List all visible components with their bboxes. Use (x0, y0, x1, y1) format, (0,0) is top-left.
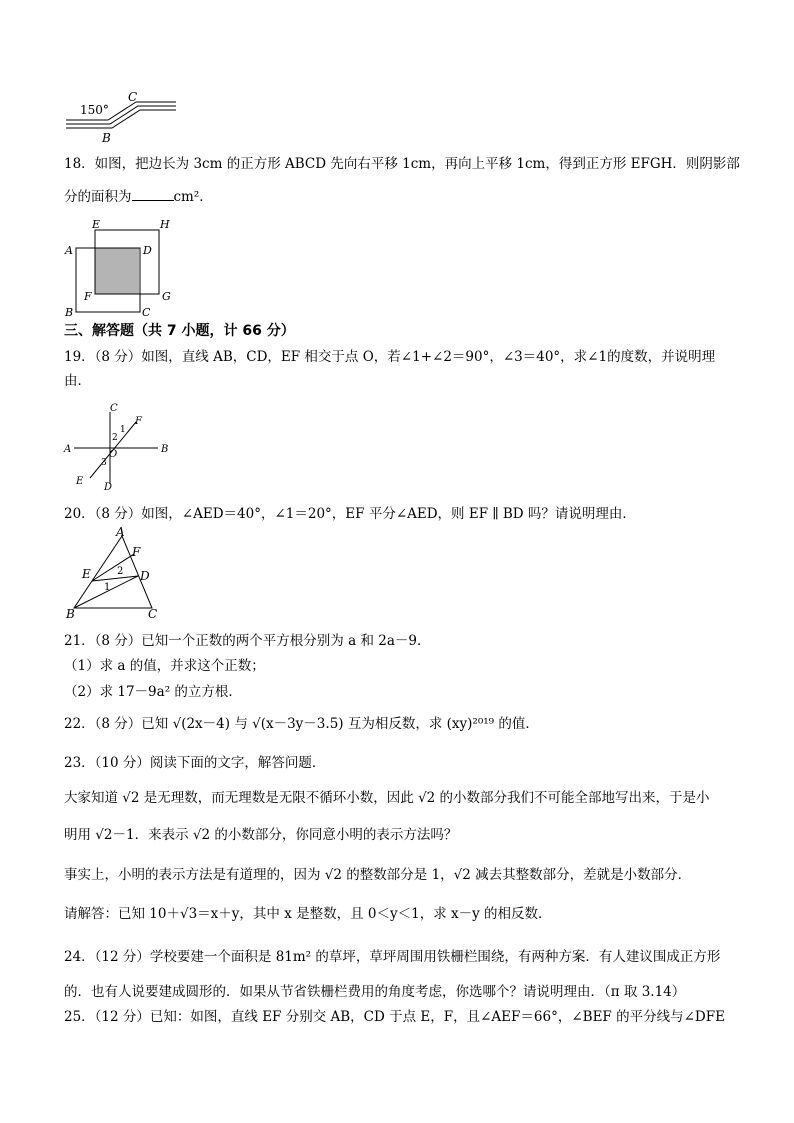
sq-label-d: D (143, 244, 152, 257)
l19-label-d: D (104, 482, 113, 492)
q18-answer-blank[interactable] (132, 188, 174, 201)
t20-label-e: E (82, 567, 91, 581)
l19-angle-3: 3 (101, 458, 107, 468)
t20-angle-2: 2 (117, 566, 124, 577)
sq-label-h: H (160, 218, 170, 231)
sq-label-f: F (84, 290, 92, 303)
q21-line3: （2）求 17－9a² 的立方根． (64, 684, 242, 700)
q18-line1: 18．如图，把边长为 3cm 的正方形 ABCD 先向右平移 1cm，再向上平移 1cm，得到正方形 EFGH．则阴影部 (64, 156, 740, 172)
figure-19-intersecting-lines (62, 400, 172, 492)
sq-label-a: A (65, 244, 73, 257)
section-3-title: 三、解答题（共 7 小题，计 66 分） (64, 323, 295, 339)
q18-line2-post: cm²． (173, 189, 213, 205)
sq-label-g: G (162, 290, 171, 303)
label-c: C (128, 92, 138, 104)
l19-label-f: F (135, 416, 142, 427)
l19-angle-1: 1 (120, 425, 126, 435)
q22-line1: 22．（8 分）已知 √(2x－4) 与 √(x－3y－3.5) 互为相反数，求 (xy)²⁰¹⁹ 的值． (64, 716, 539, 732)
q19-line2: 由． (64, 373, 91, 389)
t20-label-c: C (148, 607, 158, 620)
q18-line2 (64, 188, 213, 206)
q25-line1: 25．（12 分）已知：如图，直线 EF 分别交 AB，CD 于点 E，F，且∠AEF＝66°，∠BEF 的平分线与∠DFE (64, 1009, 725, 1025)
q23-line1: 23．（10 分）阅读下面的文字，解答问题． (64, 755, 326, 771)
l19-label-c: C (110, 403, 118, 414)
l19-label-e: E (76, 476, 84, 487)
t20-label-b: B (66, 607, 75, 620)
t20-angle-1: 1 (104, 582, 111, 593)
q20-line1: 20．（8 分）如图，∠AED＝40°，∠1＝20°，EF 平分∠AED，则 EF ∥ BD 吗？请说明理由． (64, 506, 636, 522)
q24-line2: 的．也有人说要建成圆形的．如果从节省铁栅栏费用的角度考虑，你选哪个？请说明理由．（π 取 3.14） (64, 984, 686, 1000)
q18-line2-pre: 分的面积为 (64, 189, 132, 205)
sq-label-b: B (65, 306, 74, 318)
t20-label-d: D (140, 569, 150, 583)
l19-angle-2: 2 (112, 433, 118, 443)
l19-label-b: B (161, 444, 169, 455)
q23-line3: 明用 √2－1．来表示 √2 的小数部分，你同意小明的表示方法吗？ (64, 827, 458, 843)
figure-18-squares (62, 218, 176, 318)
q23-line5: 请解答：已知 10＋√3＝x＋y，其中 x 是整数，且 0＜y＜1，求 x－y 的相反数． (64, 906, 552, 922)
sq-label-c: C (142, 306, 151, 318)
t20-label-f: F (132, 545, 141, 559)
figure-20-triangle (62, 526, 172, 620)
q21-line1: 21．（8 分）已知一个正数的两个平方根分别为 a 和 2a－9． (64, 633, 431, 649)
q21-line2: （1）求 a 的值，并求这个正数； (64, 658, 265, 674)
q23-line4: 事实上，小明的表示方法是有道理的，因为 √2 的整数部分是 1，√2 减去其整数部分，差就是小数部分． (64, 867, 692, 883)
label-b: B (102, 131, 111, 144)
l19-label-o: O (109, 449, 118, 460)
sq-label-e: E (92, 218, 101, 231)
q19-line1: 19．（8 分）如图，直线 AB，CD，EF 相交于点 O，若∠1+∠2＝90°，∠3＝40°，求∠1的度数，并说明理 (64, 349, 716, 365)
angle-label-150: 150° (80, 103, 109, 117)
q24-line1: 24．（12 分）学校要建一个面积是 81m² 的草坪，草坪周围用铁栅栏围绕，有两种方案．有人建议围成正方形 (64, 949, 721, 965)
figure-17-road (64, 92, 184, 144)
l19-label-a: A (64, 444, 72, 455)
t20-label-a: A (116, 526, 125, 539)
q23-line2: 大家知道 √2 是无理数，而无理数是无限不循环小数，因此 √2 的小数部分我们不可能全部地写出来，于是小 (64, 790, 710, 806)
